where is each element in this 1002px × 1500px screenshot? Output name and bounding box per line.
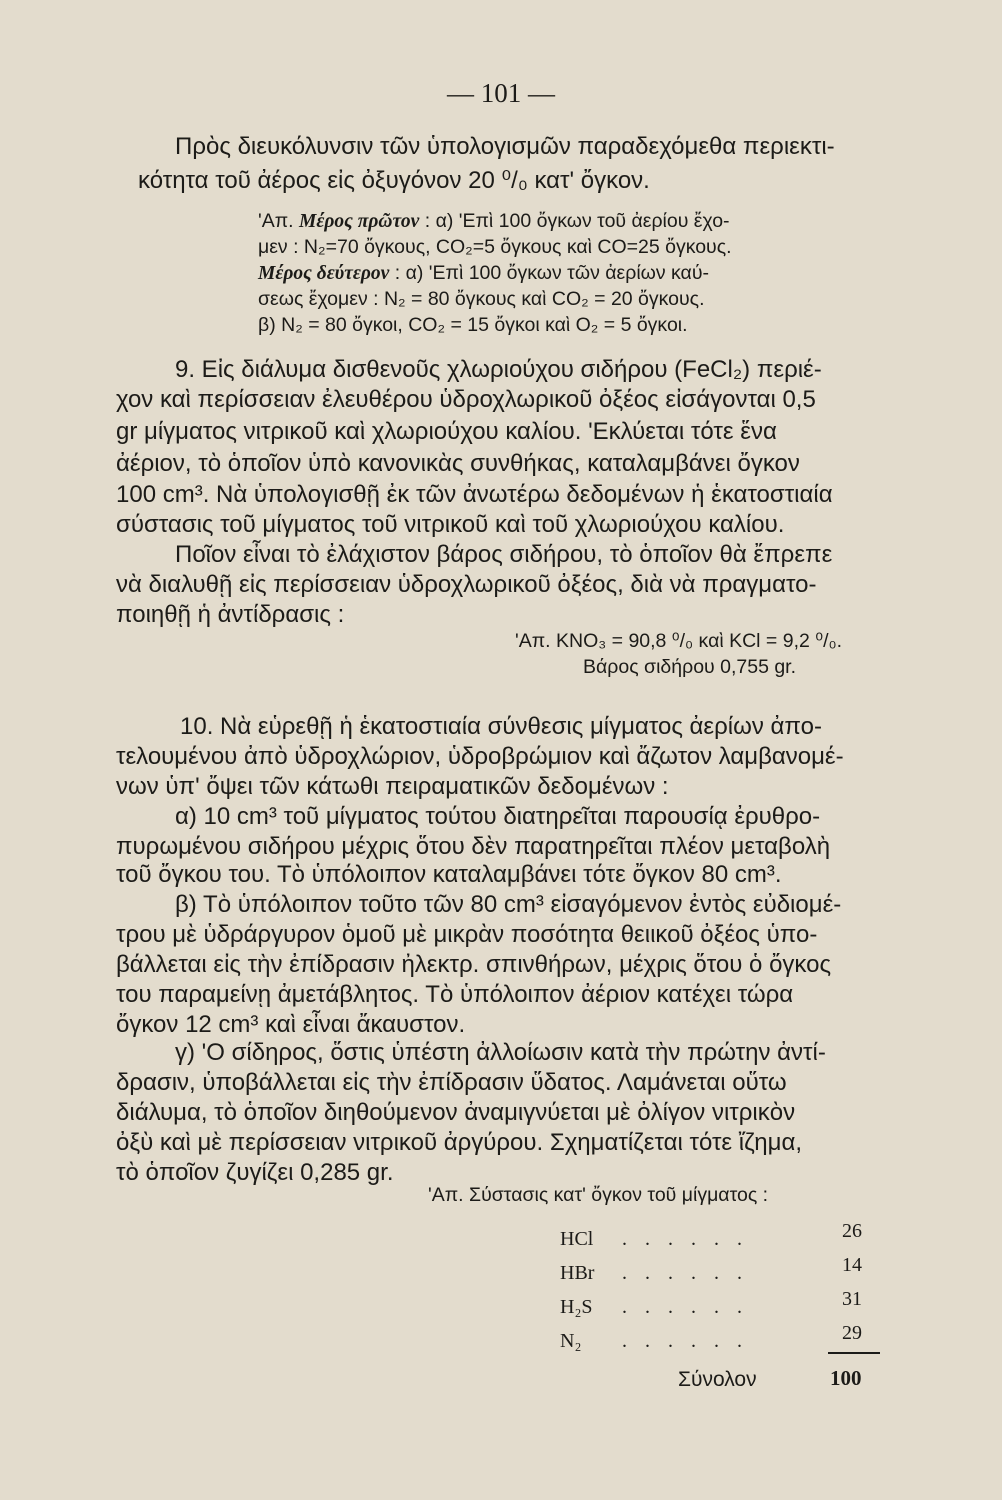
text-line: 9. Εἰς διάλυμα δισθενοῦς χλωριούχου σιδήρου (FeCl₂) περιέ- xyxy=(175,356,822,383)
compound-name: HCl xyxy=(560,1228,594,1250)
text-line: ποιηθῇ ἡ ἀντίδρασις : xyxy=(116,601,345,628)
text-line: τοῦ ὄγκου του. Τὸ ὑπόλοιπον καταλαμβάνει τότε ὄγκον 80 cm³. xyxy=(116,861,782,888)
answer-line-lead: 'Απ. xyxy=(258,210,300,232)
text-line: νὰ διαλυθῇ εἰς περίσσειαν ὑδροχλωρικοῦ ὀξέος, διὰ νὰ πραγματο- xyxy=(116,571,817,598)
answer-line-rest: : α) 'Επὶ 100 ὄγκων τῶν ἀερίων καύ- xyxy=(389,262,709,284)
text-line: κότητα τοῦ ἀέρος εἰς ὀξυγόνον 20 ⁰/₀ κατ' ὄγκον. xyxy=(138,167,650,194)
text-line: Ποῖον εἶναι τὸ ἐλάχιστον βάρος σιδήρου, τὸ ὁποῖον θὰ ἔπρεπε xyxy=(175,541,833,568)
compound-name: HBr xyxy=(560,1262,595,1284)
compound-name: N₂ xyxy=(560,1330,582,1352)
answer-line: μεν : N₂=70 ὄγκους, CO₂=5 ὄγκους καὶ CO=25 ὄγκους. xyxy=(258,236,732,258)
text-line: τελουμένου ἀπὸ ὑδροχλώριον, ὑδροβρώμιον καὶ ἄζωτον λαμβανομέ- xyxy=(116,743,844,770)
compound-name: H₂S xyxy=(560,1296,593,1318)
sum-rule xyxy=(828,1352,880,1354)
text-line: πυρωμένου σιδήρου μέχρις ὅτου δὲν παρατηρεῖται πλέον μεταβολὴ xyxy=(116,833,831,860)
leader-dots: ...... xyxy=(622,1262,760,1284)
answer-line xyxy=(258,260,709,287)
text-line: τὸ ὁποῖον ζυγίζει 0,285 gr. xyxy=(116,1159,394,1186)
part-heading: Μέρος πρῶτον xyxy=(299,211,420,232)
text-line: ἀέριον, τὸ ὁποῖον ὑπὸ κανονικὰς συνθήκας, καταλαμβάνει ὄγκον xyxy=(116,450,800,477)
leader-dots: ...... xyxy=(622,1330,760,1352)
text-line: γ) 'Ο σίδηρος, ὅστις ὑπέστη ἀλλοίωσιν κατὰ τὴν πρώτην ἀντί- xyxy=(175,1039,826,1066)
text-line: ὀξὺ καὶ μὲ περίσσειαν νιτρικοῦ ἀργύρου. Σχηματίζεται τότε ἴζημα, xyxy=(116,1129,802,1156)
composition-row xyxy=(560,1254,870,1292)
text-line: α) 10 cm³ τοῦ μίγματος τούτου διατηρεῖται παρουσίᾳ ἐρυθρο- xyxy=(175,803,821,830)
compound-value: 31 xyxy=(842,1288,862,1310)
answer-line xyxy=(258,208,730,235)
text-line: δρασιν, ὑποβάλλεται εἰς τὴν ἐπίδρασιν ὕδατος. Λαμάνεται οὕτω xyxy=(116,1069,787,1096)
answer-line: 'Απ. KNO₃ = 90,8 ⁰/₀ καὶ KCl = 9,2 ⁰/₀. xyxy=(515,630,843,652)
text-line: Πρὸς διευκόλυνσιν τῶν ὑπολογισμῶν παραδεχόμεθα περιεκτι- xyxy=(175,133,835,160)
compound-value: 29 xyxy=(842,1322,862,1344)
answer-line: β) N₂ = 80 ὄγκοι, CO₂ = 15 ὄγκοι καὶ O₂ = 5 ὄγκοι. xyxy=(258,314,688,336)
answer-heading: 'Απ. Σύστασις κατ' ὄγκον τοῦ μίγματος : xyxy=(428,1184,769,1206)
total-value: 100 xyxy=(830,1366,862,1390)
part-heading: Μέρος δεύτερον xyxy=(258,263,390,284)
leader-dots: ...... xyxy=(622,1228,760,1250)
text-line: χον καὶ περίσσειαν ἐλευθέρου ὑδροχλωρικοῦ ὀξέος εἰσάγονται 0,5 xyxy=(116,386,816,413)
text-line: gr μίγματος νιτρικοῦ καὶ χλωριούχου καλίου. 'Εκλύεται τότε ἕνα xyxy=(116,418,777,445)
compound-value: 26 xyxy=(842,1220,862,1242)
composition-row xyxy=(560,1220,870,1258)
text-line: σύστασις τοῦ μίγματος τοῦ νιτρικοῦ καὶ τοῦ χλωριούχου καλίου. xyxy=(116,511,785,538)
leader-dots: ...... xyxy=(622,1296,760,1318)
answer-line-rest: : α) 'Επὶ 100 ὄγκων τοῦ ἀερίου ἔχο- xyxy=(419,210,730,232)
text-line: διάλυμα, τὸ ὁποῖον διηθούμενον ἀναμιγνύεται μὲ ὀλίγον νιτρικὸν xyxy=(116,1099,796,1126)
composition-row xyxy=(560,1288,870,1326)
text-line: 100 cm³. Νὰ ὑπολογισθῇ ἐκ τῶν ἀνωτέρω δεδομένων ἡ ἑκατοστιαία xyxy=(116,481,833,508)
text-line: 10. Νὰ εὑρεθῇ ἡ ἑκατοστιαία σύνθεσις μίγματος ἀερίων ἀπο- xyxy=(180,713,822,740)
text-line: νων ὑπ' ὄψει τῶν κάτωθι πειραματικῶν δεδομένων : xyxy=(116,773,669,800)
answer-line: σεως ἔχομεν : N₂ = 80 ὄγκους καὶ CO₂ = 20 ὄγκους. xyxy=(258,288,705,310)
total-label: Σύνολον xyxy=(678,1368,757,1391)
page-number: — 101 — xyxy=(447,78,555,108)
text-line: του παραμείνῃ ἀμετάβλητος. Τὸ ὑπόλοιπον ἀέριον κατέχει τώρα xyxy=(116,981,794,1008)
text-line: τρου μὲ ὑδράργυρον ὁμοῦ μὲ μικρὰν ποσότητα θειικοῦ ὀξέος ὑπο- xyxy=(116,921,818,948)
composition-row xyxy=(560,1322,870,1360)
text-line: ὄγκον 12 cm³ καὶ εἶναι ἄκαυστον. xyxy=(116,1011,466,1038)
compound-value: 14 xyxy=(842,1254,862,1276)
text-line: β) Τὸ ὑπόλοιπον τοῦτο τῶν 80 cm³ εἰσαγόμενον ἐντὸς εὐδιομέ- xyxy=(175,891,842,918)
answer-line: Βάρος σιδήρου 0,755 gr. xyxy=(583,656,797,678)
text-line: βάλλεται εἰς τὴν ἐπίδρασιν ἠλεκτρ. σπινθήρων, μέχρις ὅτου ὁ ὄγκος xyxy=(116,951,832,978)
